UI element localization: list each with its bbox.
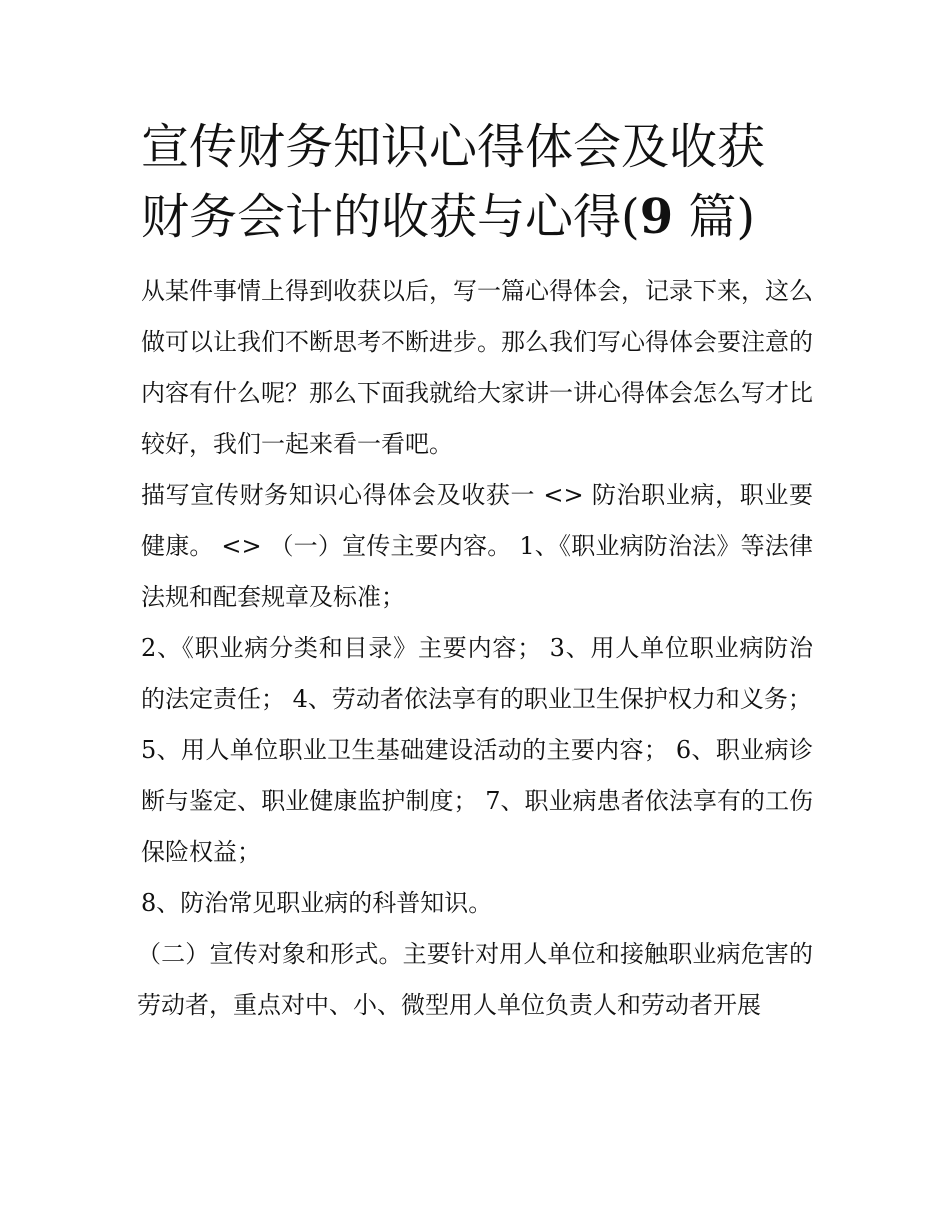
- paragraph-items-2-4: 2、《职业病分类和目录》主要内容； 3、用人单位职业病防治的法定责任； 4、劳动者依法享有的职业卫生保护权力和义务；: [141, 634, 813, 713]
- title-line-2-number: 9: [639, 189, 674, 245]
- paragraph-targets-and-forms: （二）宣传对象和形式。主要针对用人单位和接触职业病危害的劳动者，重点对中、小、微型用人单位负责人和劳动者开展: [137, 940, 813, 1019]
- paragraph-propaganda-content: 描写宣传财务知识心得体会及收获一 <> 防治职业病，职业要健康。 <> （一）宣传主要内容。 1、《职业病防治法》等法律法规和配套规章及标准；: [141, 481, 813, 611]
- title-line-1: 宣传财务知识心得体会及收获: [141, 119, 766, 175]
- paragraph-intro: 从某件事情上得到收获以后，写一篇心得体会，记录下来，这么做可以让我们不断思考不断进步。那么我们写心得体会要注意的内容有什么呢？那么下面我就给大家讲一讲心得体会怎么写才比较好，我们一起来看一看吧。: [141, 277, 813, 458]
- title-line-2-suffix: 篇): [673, 189, 756, 245]
- document-body: [137, 266, 813, 1031]
- title-line-2-prefix: 财务会计的收获与心得(: [141, 189, 640, 245]
- paragraph-items-5-7: 5、用人单位职业卫生基础建设活动的主要内容； 6、职业病诊断与鉴定、职业健康监护制度； 7、职业病患者依法享有的工伤保险权益；: [141, 736, 813, 866]
- document-content: [137, 112, 813, 1031]
- paragraph-item-8: 8、防治常见职业病的科普知识。: [141, 889, 493, 917]
- document-title: [141, 112, 813, 252]
